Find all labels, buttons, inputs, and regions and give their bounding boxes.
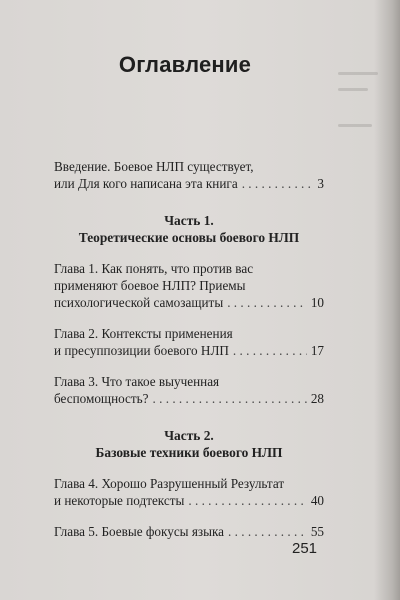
dot-leader (242, 175, 314, 192)
part-header-1 (54, 212, 324, 246)
part-title: Часть 2. (164, 428, 214, 443)
entry-page-number: 40 (310, 493, 324, 508)
entry-line-with-page (54, 523, 324, 540)
dot-leader (233, 342, 307, 359)
toc-entry-chapter-1[interactable] (54, 260, 324, 311)
entry-line: Глава 1. Как понять, что против вас (54, 261, 254, 276)
entry-line-with-page (54, 342, 324, 359)
bleed-through-mark (338, 88, 368, 91)
toc-entry-chapter-2[interactable] (54, 325, 324, 359)
entry-page-number: 55 (310, 524, 324, 539)
entry-line: или Для кого написана эта книга (54, 176, 238, 191)
part-header-2 (54, 427, 324, 461)
entry-line: Глава 2. Контексты применения (54, 326, 233, 341)
entry-line: и пресуппозиции боевого НЛП (54, 343, 229, 358)
toc-heading: Оглавление (118, 52, 252, 77)
toc-entry-chapter-5[interactable] (54, 523, 324, 540)
dot-leader (188, 492, 306, 509)
entry-line-with-page (54, 492, 324, 509)
dot-leader (228, 523, 307, 540)
bleed-through-mark (338, 124, 372, 127)
toc-entry-chapter-3[interactable] (54, 373, 324, 407)
entry-page-number: 3 (317, 176, 324, 191)
entry-page-number: 17 (310, 343, 324, 358)
entry-line: Введение. Боевое НЛП существует, (54, 159, 254, 174)
entry-line: Глава 4. Хорошо Разрушенный Результат (54, 476, 285, 491)
entry-line: психологической самозащиты (54, 295, 224, 310)
part-subtitle: Базовые техники боевого НЛП (95, 445, 283, 460)
entry-line-with-page (54, 390, 324, 407)
entry-line-with-page (54, 175, 324, 192)
part-subtitle: Теоретические основы боевого НЛП (78, 230, 300, 245)
toc-entry-chapter-4[interactable] (54, 475, 324, 509)
entry-page-number: 10 (310, 295, 324, 310)
table-of-contents (54, 158, 324, 540)
entry-line-with-page (54, 294, 324, 311)
entry-line: беспомощность? (54, 391, 149, 406)
page-number: 251 (292, 540, 318, 557)
toc-entry-intro[interactable] (54, 158, 324, 192)
dot-leader (153, 390, 307, 407)
entry-line: применяют боевое НЛП? Приемы (54, 278, 246, 293)
entry-line: Глава 3. Что такое выученная (54, 374, 220, 389)
entry-line: и некоторые подтексты (54, 493, 185, 508)
entry-page-number: 28 (310, 391, 324, 406)
spine-shadow (374, 0, 400, 600)
part-title: Часть 1. (164, 213, 214, 228)
dot-leader (227, 294, 307, 311)
entry-line: Глава 5. Боевые фокусы языка (54, 524, 225, 539)
